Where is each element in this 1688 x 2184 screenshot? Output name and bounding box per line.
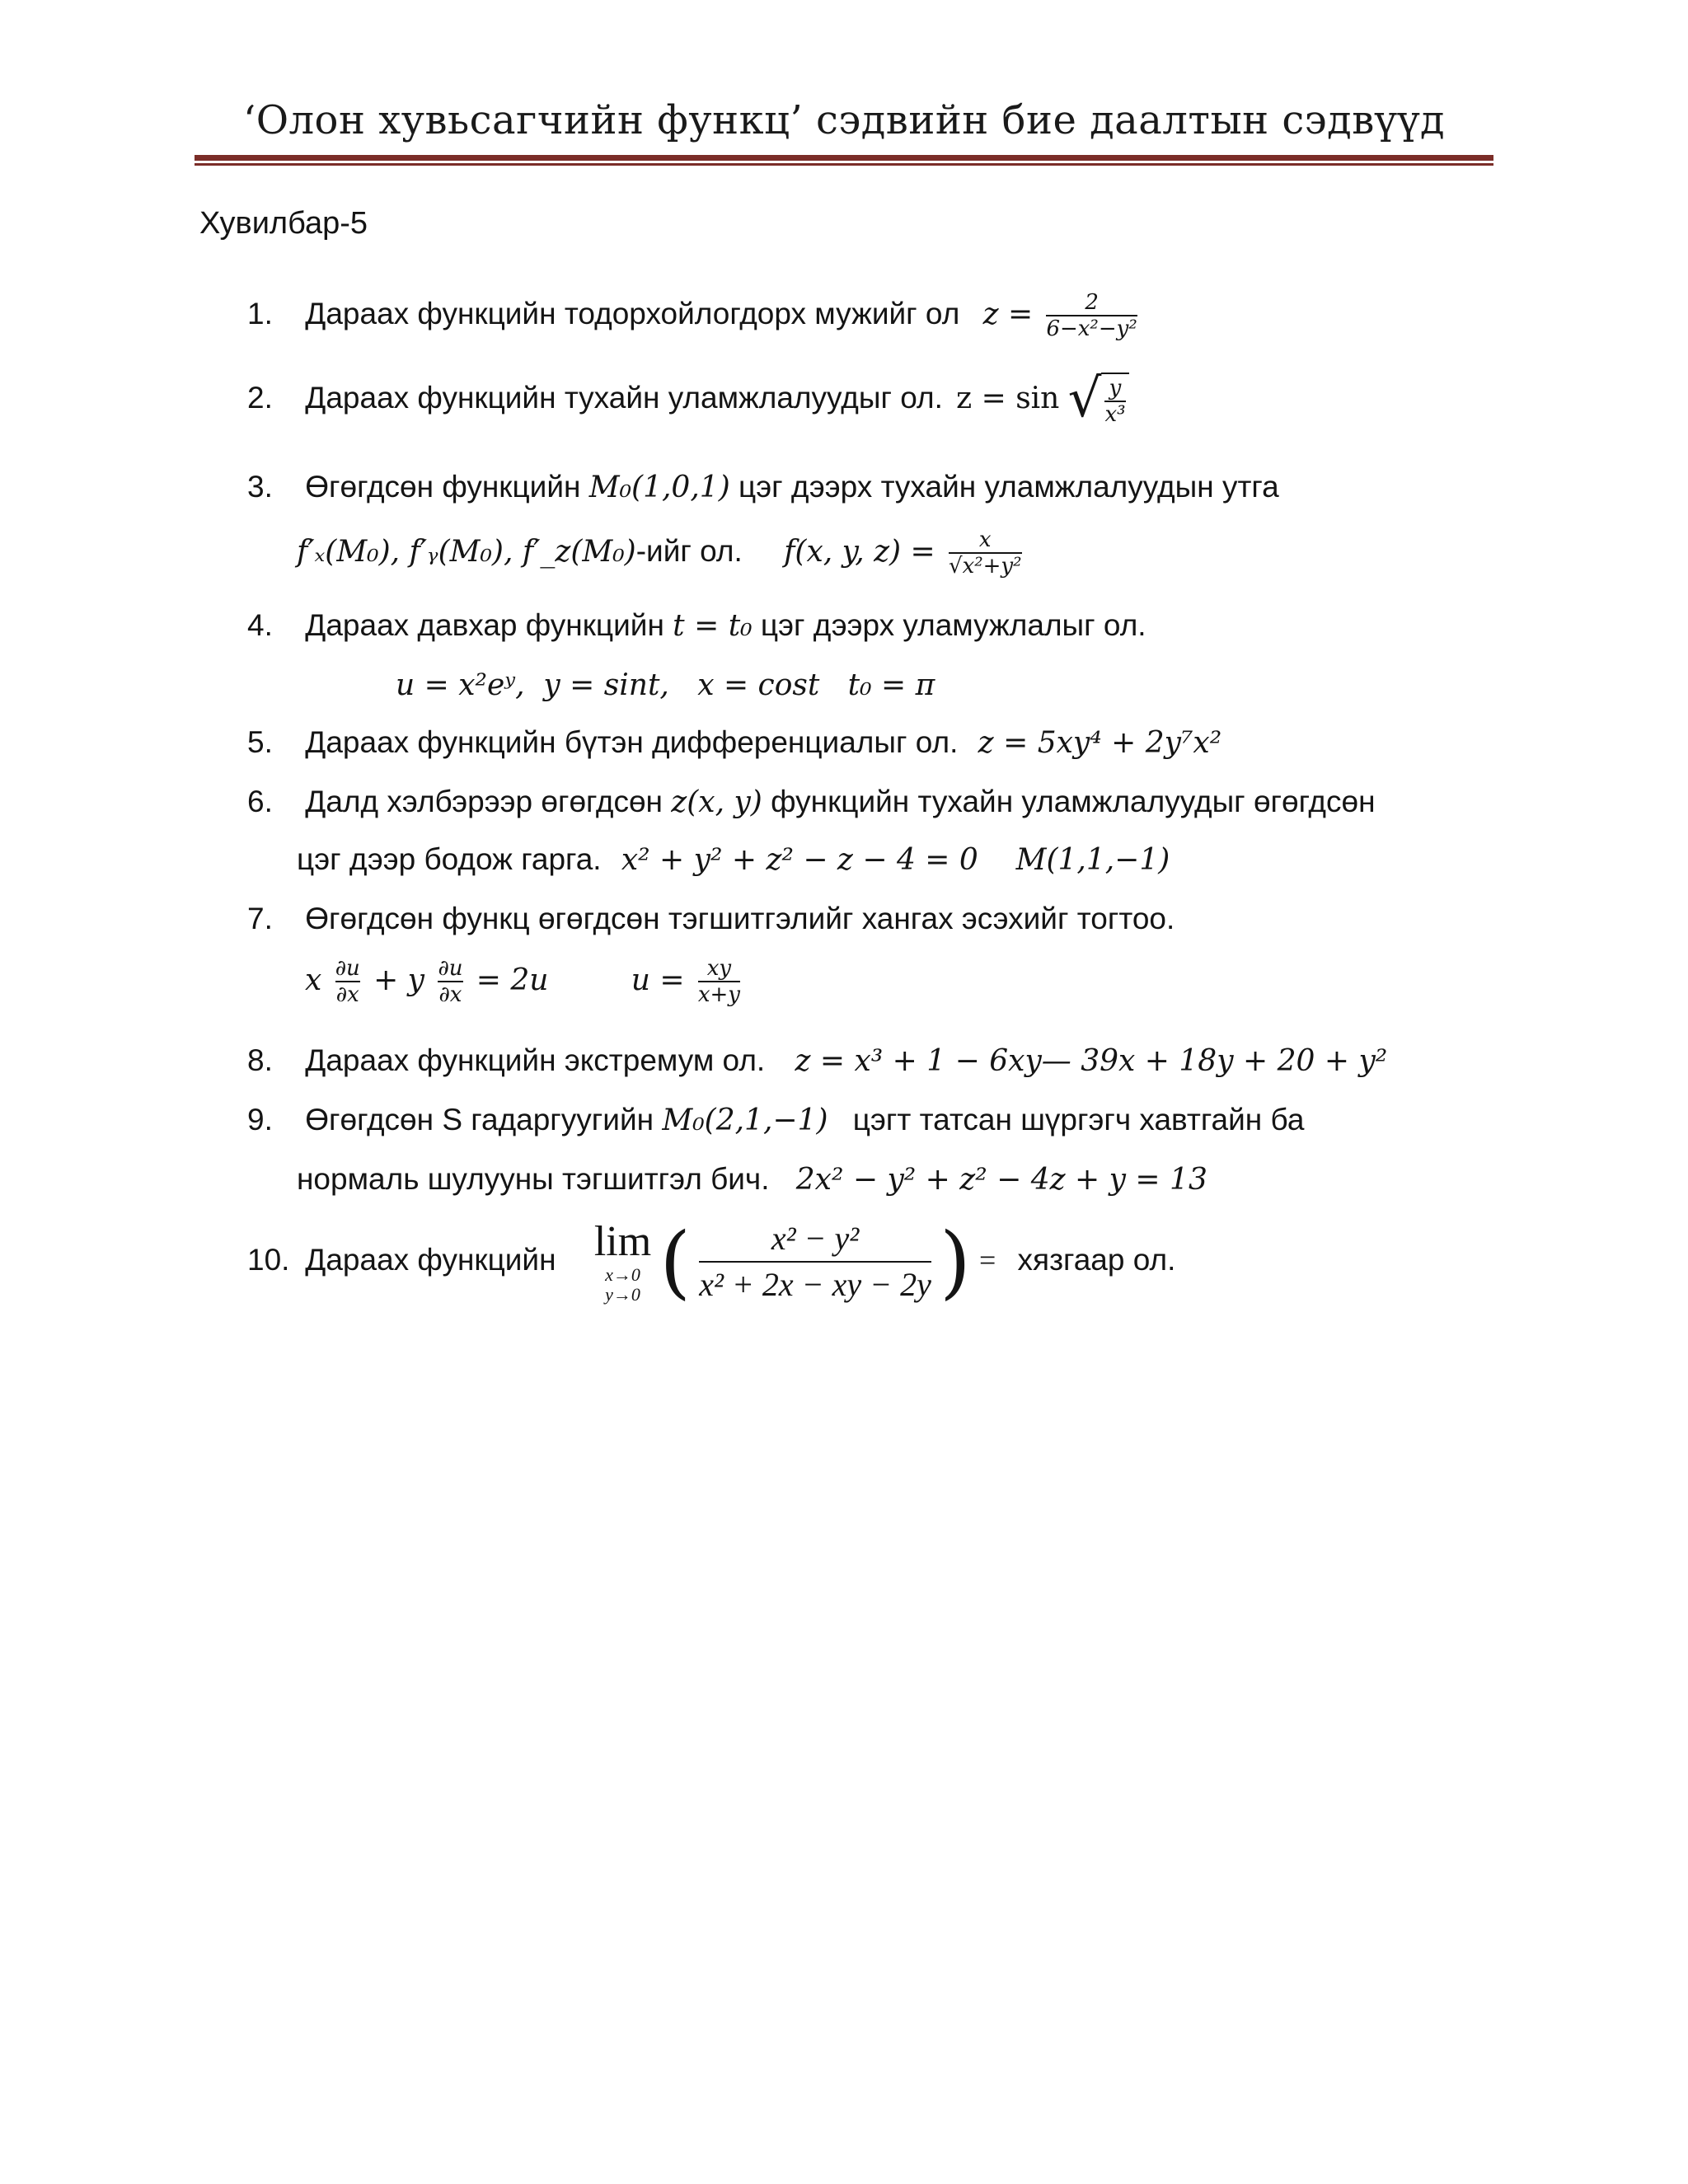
problem-3-line-2: f′ₓ(M₀), f′ᵧ(M₀), f′_z(M₀)-ийг ол. f(x, y, z) = $\frac{x}{\text{√x²+y²}}$: [297, 527, 1022, 579]
fraction: $\frac{xy}{x+y}$: [697, 956, 740, 1007]
problem-10: 10. Дараах функцийн lim x→0 y→0 ( $\frac{\text{x² − y²}}{\text{x² + 2x − xy − 2y}}$ ) = хязгаар ол.: [247, 1216, 1176, 1308]
limit-operator: lim x→0 y→0: [593, 1218, 652, 1305]
fraction: $\frac{2}{\text{6−x²−y²}}$: [1046, 290, 1137, 341]
problem-1: 1. Дараах функцийн тодорхойлогдорх мужийг ол z = $\frac{2}{\text{6−x²−y²}}$: [247, 290, 1137, 341]
problem-4: 4. Дараах давхар функцийн t = t₀ цэг дээрх уламужлалыг ол.: [247, 608, 1146, 643]
partial-derivative: $\frac{\partial u}{\partial x}$: [438, 956, 463, 1007]
fraction: $\frac{x}{\text{√x²+y²}}$: [948, 527, 1022, 579]
problem-7: 7. Өгөгдсөн функц өгөгдсөн тэгшитгэлийг хангах эсэхийг тогтоо.: [247, 902, 1175, 935]
variant-label: Хувилбар-5: [199, 206, 368, 241]
partial-derivative: $\frac{\partial u}{\partial x}$: [335, 956, 360, 1007]
limit-fraction: $\frac{\text{x² − y²}}{\text{x² + 2x − xy − 2y}}$: [699, 1220, 931, 1303]
square-root: √ $\frac{y}{\text{x³}}$: [1068, 373, 1129, 427]
header-rule-thin: [195, 163, 1493, 166]
problem-6-line-2: цэг дээр бодож гарга. x² + y² + z² − z − 4 = 0 M(1,1,−1): [297, 842, 1170, 877]
problem-5: 5. Дараах функцийн бүтэн дифференциалыг ол. z = 5xy⁴ + 2y⁷x²: [247, 725, 1222, 760]
problem-3: 3. Өгөгдсөн функцийн M₀(1,0,1) цэг дээрх тухайн уламжлалуудын утга: [247, 470, 1279, 504]
page-title: ‘Олон хувьсагчийн функц’ сэдвийн бие даалтын сэдвүүд: [242, 97, 1446, 143]
problem-6: 6. Далд хэлбэрээр өгөгдсөн z(x, y) функцийн тухайн уламжлалуудыг өгөгдсөн: [247, 785, 1376, 819]
problem-4-equation: u = x²eʸ, y = sint, x = cost t₀ = π: [396, 668, 935, 702]
problem-2: 2. Дараах функцийн тухайн уламжлалуудыг ол. z = sin √ $\frac{y}{\text{x³}}$: [247, 373, 1129, 427]
problem-8: 8. Дараах функцийн экстремум ол. z = x³ + 1 − 6xy— 39x + 18y + 20 + y²: [247, 1043, 1388, 1078]
problem-9: 9. Өгөгдсөн S гадаргуугийн M₀(2,1,−1) цэгт татсан шүргэгч хавтгайн ба: [247, 1103, 1305, 1137]
problem-7-equation: x $\frac{\partial u}{\partial x}$ + y $\frac{\partial u}{\partial x}$ = 2u u = $\frac{xy}{x+y}$: [305, 956, 740, 1007]
fraction: $\frac{y}{\text{x³}}$: [1104, 376, 1126, 427]
problem-9-line-2: нормаль шулууны тэгшитгэл бич. 2x² − y² + z² − 4z + y = 13: [297, 1162, 1207, 1197]
header-rule: [195, 155, 1493, 161]
